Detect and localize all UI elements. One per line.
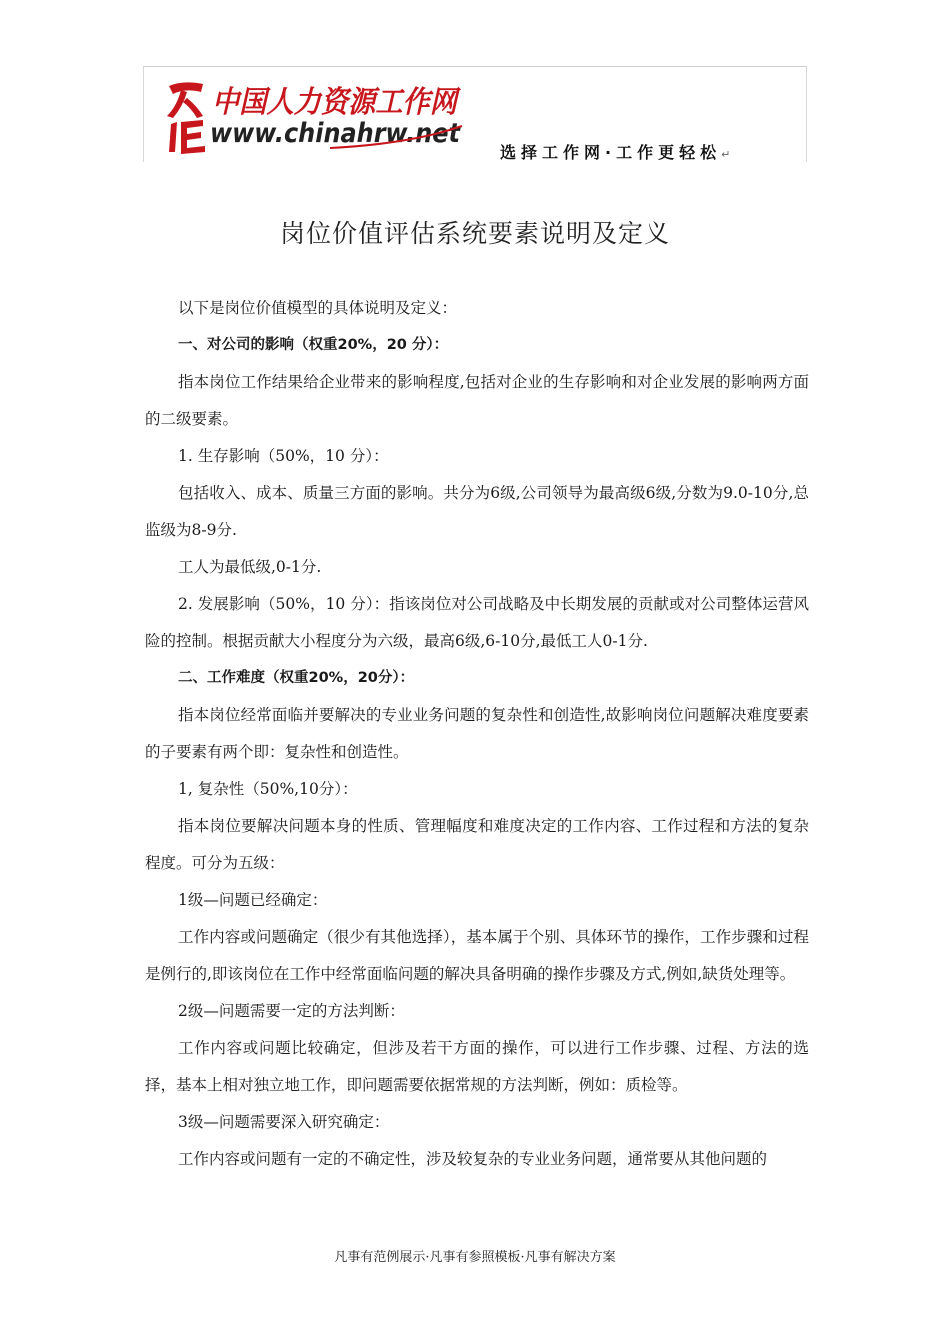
logo-cn: 中国人力资源工作网 bbox=[212, 85, 462, 120]
page-title: 岗位价值评估系统要素说明及定义 bbox=[279, 219, 670, 248]
paragraph: 指本岗位要解决问题本身的性质、管理幅度和难度决定的工作内容、工作过程和方法的复杂程度。可分为五级： bbox=[145, 817, 809, 872]
header-slogan bbox=[500, 140, 730, 163]
slogan-text: 选择工作网·工作更轻松 bbox=[500, 143, 722, 162]
paragraph: 2. 发展影响（50%，10 分）：指该岗位对公司战略及中长期发展的贡献或对公司整体运营风险的控制。根据贡献大小程度分为六级，最高6级,6-10分,最低工人0-1分. bbox=[145, 595, 809, 650]
section-heading: 一、对公司的影响（权重20%，20 分）： bbox=[178, 337, 449, 353]
document-body bbox=[145, 290, 809, 1178]
paragraph-mark-icon: ↵ bbox=[721, 148, 731, 161]
logo-url: www.chinahrw.net bbox=[210, 118, 461, 149]
paragraph: 1级—问题已经确定： bbox=[178, 891, 328, 909]
paragraph: 包括收入、成本、质量三方面的影响。共分为6级,公司领导为最高级6级,分数为9.0-10分,总监级为8-9分. bbox=[145, 484, 809, 539]
paragraph: 工作内容或问题有一定的不确定性，涉及较复杂的专业业务问题，通常要从其他问题的 bbox=[178, 1150, 768, 1168]
paragraph: 以下是岗位价值模型的具体说明及定义： bbox=[178, 299, 458, 317]
paragraph: 工作内容或问题确定（很少有其他选择），基本属于个别、具体环节的操作，工作步骤和过程是例行的,即该岗位在工作中经常面临问题的解决具备明确的操作步骤及方式,例如,缺货处理等。 bbox=[145, 928, 809, 983]
paragraph: 工作内容或问题比较确定，但涉及若干方面的操作，可以进行工作步骤、过程、方法的选择，基本上相对独立地工作，即问题需要依据常规的方法判断，例如：质检等。 bbox=[145, 1039, 809, 1094]
paragraph: 3级—问题需要深入研究确定： bbox=[178, 1113, 390, 1131]
page-footer: 凡事有范例展示·凡事有参照模板·凡事有解决方案 bbox=[334, 1250, 616, 1265]
paragraph: 1. 生存影响（50%，10 分）： bbox=[178, 447, 389, 465]
paragraph: 指本岗位工作结果给企业带来的影响程度,包括对企业的生存影响和对企业发展的影响两方面的二级要素。 bbox=[145, 373, 809, 428]
logo-url-text bbox=[210, 112, 470, 152]
logo-seal-icon bbox=[163, 76, 209, 156]
paragraph: 1, 复杂性（50%,10分）： bbox=[178, 780, 358, 798]
paragraph: 2级—问题需要一定的方法判断： bbox=[178, 1002, 405, 1020]
section-heading: 二、工作难度（权重20%，20分）： bbox=[178, 670, 415, 686]
paragraph: 工人为最低级,0-1分. bbox=[178, 558, 322, 576]
paragraph: 指本岗位经常面临并要解决的专业业务问题的复杂性和创造性,故影响岗位问题解决难度要素的子要素有两个即：复杂性和创造性。 bbox=[145, 706, 809, 761]
